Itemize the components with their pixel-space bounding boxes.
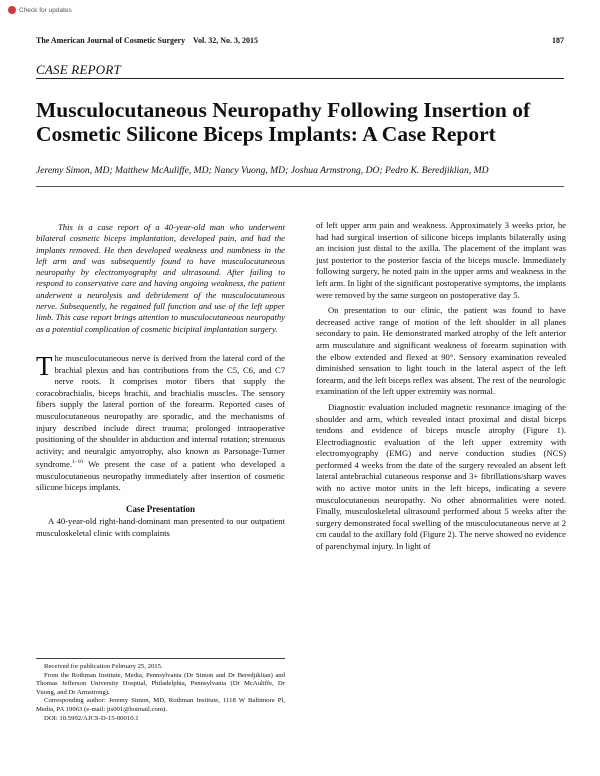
- author-list: Jeremy Simon, MD; Matthew McAuliffe, MD; Nancy Vuong, MD; Joshua Armstrong, DO; Pedro K. Beredjiklian, MD: [36, 165, 489, 176]
- journal-volume: Vol. 32, No. 3, 2015: [192, 36, 258, 45]
- divider: [36, 78, 564, 79]
- drop-cap: T: [36, 350, 53, 381]
- section-label: CASE REPORT: [36, 62, 121, 77]
- footnote-doi: DOI: 10.5992/AJCS-D-15-00010.1: [44, 714, 139, 722]
- update-icon: [8, 6, 16, 14]
- left-column: [36, 222, 285, 539]
- article-title: Musculocutaneous Neuropathy Following Insertion of Cosmetic Silicone Biceps Implants: A Case Report: [36, 98, 531, 146]
- running-head: [36, 36, 564, 45]
- citation: 1–10: [72, 459, 84, 466]
- abstract: This is a case report of a 40-year-old man who underwent bilateral cosmetic biceps implantation, developed pain, and had the implants removed. He then developed weakness and numbness in the left arm and was subsequently found to have musculocutaneous neuropathy by electromyography and ultrasound. After failing to respond to conservative care and having ongoing weakness, the patient underwent a neurolysis and debridement of the musculocutaneous nerve. Subsequently, he regained full function and use of the left upper limb. This case report brings attention to musculocutaneous neuropathy as a potential complication of cosmetic bicipital implantation surgery.: [36, 222, 285, 334]
- intro-text-2: We present the case of a patient who developed a musculocutaneous neuropathy immediately after insertion of cosmetic silicone biceps implants.: [36, 459, 285, 493]
- intro-paragraph: [36, 350, 285, 494]
- body-paragraph-2: On presentation to our clinic, the patient was found to have decreased active range of motion of the left shoulder in all planes secondary to pain. He demonstrated marked atrophy of the left anterior arm musculature and significant weakness of forearm supination with the elbow extended and flexed at 90°. Sensory examination revealed diminished sensation to light touch in the lateral aspect of the left forearm, and the left biceps reflex was absent. The rest of the neurologic examination of the left upper extremity was normal.: [316, 305, 566, 397]
- case-paragraph-1: A 40-year-old right-hand-dominant man presented to our outpatient musculoskeletal clinic with complaints: [36, 515, 285, 538]
- journal-name: The American Journal of Cosmetic Surgery: [36, 36, 186, 45]
- footnote-received: Received for publication February 25, 2015.: [44, 663, 163, 670]
- footnotes: [36, 658, 285, 723]
- footnote-affiliation: From the Rothman Institute, Media, Pennsylvania (Dr Simon and Dr Beredjiklian) and Thomas Jefferson University Hospital, Philadelphia, Pennsylvania (Dr McAuliffe, Dr Vuong, and Dr Armstrong).: [36, 671, 285, 696]
- check-for-updates-badge[interactable]: [8, 6, 72, 14]
- body-paragraph-3: Diagnostic evaluation included magnetic resonance imaging of the shoulder and arm, which revealed intact proximal and distal biceps tendons and evidence of biceps muscle atrophy (Figure 1). Electrodiagnostic evaluation of the left upper extremity with electromyography (EMG) and nerve conduction studies (NCS) performed 4 weeks from the date of the surgery revealed an absent left lateral antebrachial cutaneous response and 3+ fibrillations/sharp waves with no active motor units in the left biceps, indicating a severe musculocutaneous neuropathy. No other abnormalities were noted. Finally, musculoskeletal ultrasound performed about 5 weeks after the surgery demonstrated focal swelling of the musculocutaneous nerve at 2 cm caudal to the axillary fold (Figure 2). The nerve showed no evidence of parenchymal injury. In light of: [316, 401, 566, 552]
- right-column: [316, 220, 566, 553]
- divider: [36, 186, 564, 187]
- intro-text: he musculocutaneous nerve is derived from the lateral cord of the brachial plexus and has contributions from the C5, C6, and C7 nerve roots. It comprises motor fibers that supply the coracobrachialis, biceps brachii, and brachialis muscles. The sensory fibers supply the lateral portion of the forearm. Reported cases of musculocutaneous neuropathy are sporadic, and the mechanisms of injury described include direct trauma; prolonged intraoperative positioning of the shoulder in abduction and internal rotation; strenuous activity; and neuralgic amyotrophy, also known as Parsonage-Turner syndrome.: [36, 352, 285, 470]
- footnote-corresponding: Corresponding author: Jeremy Simon, MD, Rothman Institute, 1118 W Baltimore Pl, Media, PA 19063 (e-mail: jis001@hotmail.com).: [36, 697, 285, 713]
- badge-label: Check for updates: [19, 6, 72, 14]
- body-paragraph-1: of left upper arm pain and weakness. Approximately 3 weeks prior, he had had surgical insertion of silicone biceps implants bilaterally using an incision just distal to the axilla. The placement of the implant was just posterior to the posterior fascia of the biceps muscle. Immediately following surgery, he noted pain in the upper arms and weakness in the left arm. In light of the significant postoperative symptoms, the implants were removed by the same surgeon on postoperative day 5.: [316, 220, 566, 300]
- case-presentation-heading: Case Presentation: [125, 503, 196, 514]
- page-number: 187: [552, 36, 564, 45]
